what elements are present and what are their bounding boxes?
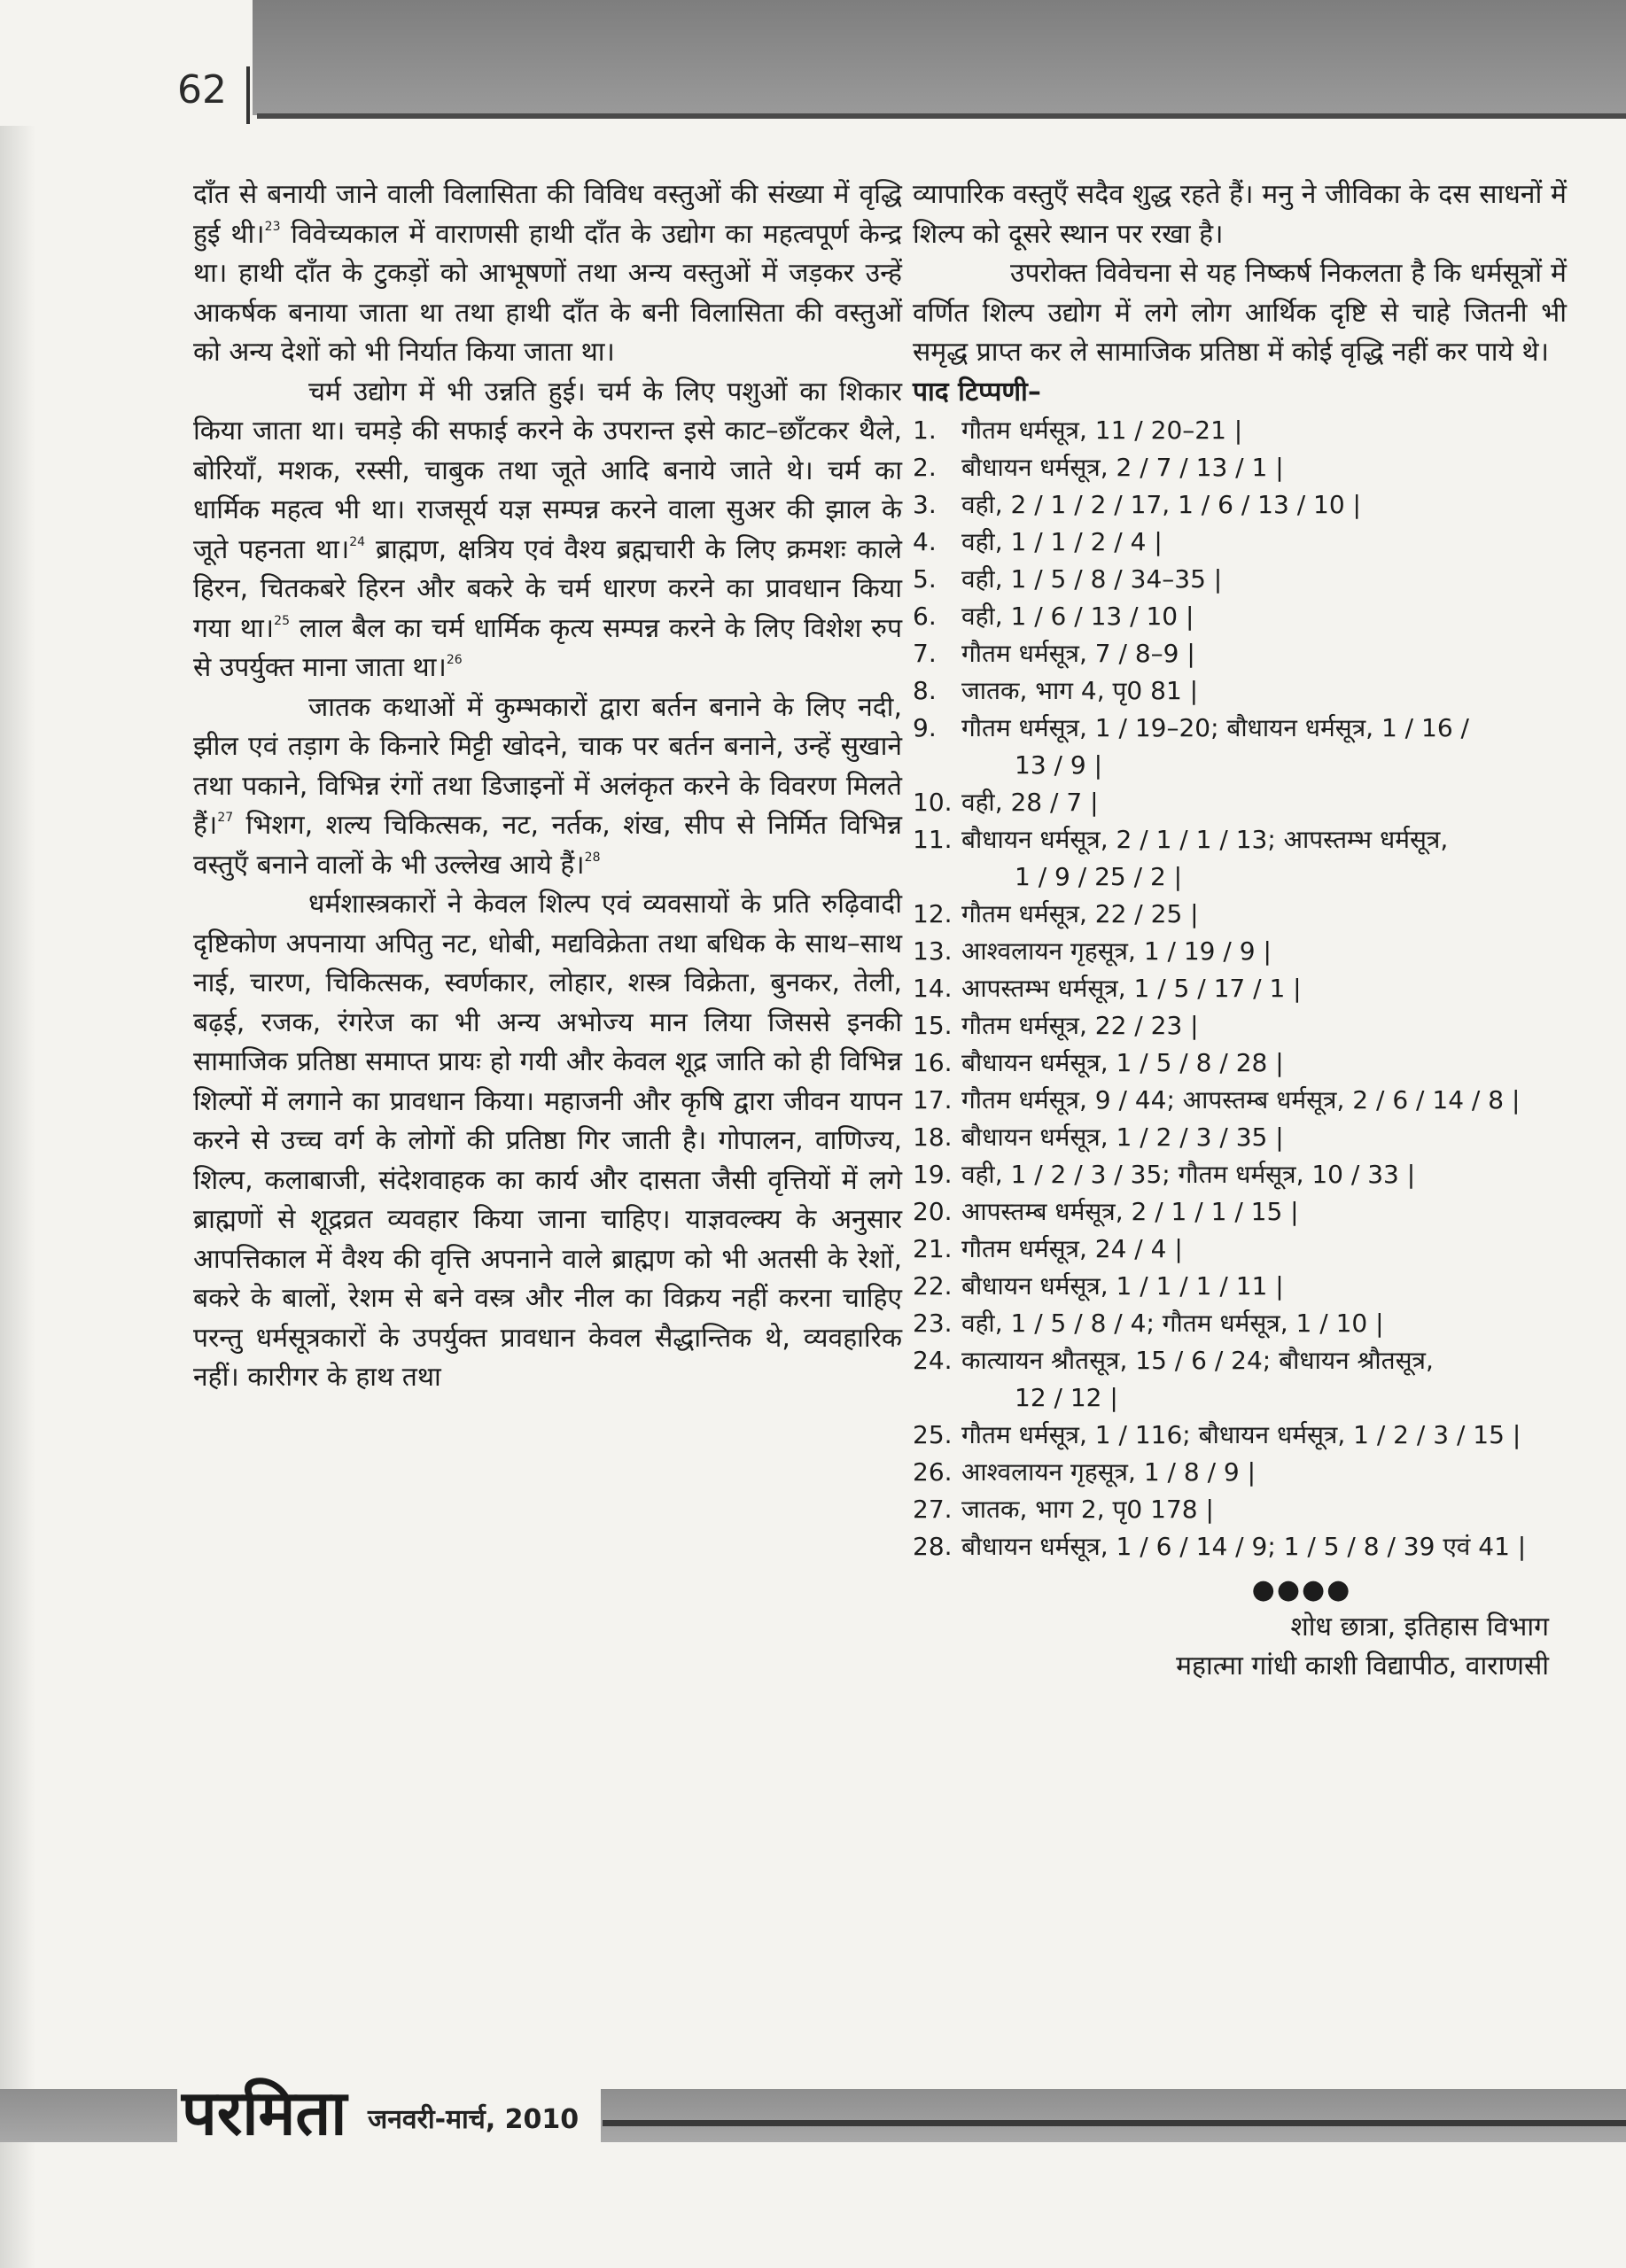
- footnote-item: 10. वही, 28 / 7 |: [913, 787, 1099, 817]
- footnote-item: 9. गौतम धर्मसूत्र, 1 / 19–20; बौधायन धर्मसूत्र, 1 / 16 / 13 / 9 |: [913, 712, 1469, 780]
- paragraph-ivory: दाँत से बनायी जाने वाली विलासिता की विविध वस्तुओं की संख्या में वृद्धि हुई थी।$^{23}$ विवेच्यकाल में वाराणसी हाथी दाँत के उद्योग का महत्वपूर्ण केन्द्र था। हाथी दाँत के टुकड़ों को आभूषणों तथा अन्य वस्तुओं में जड़कर उन्हें आकर्षक बनाया जाता था तथा हाथी दाँत के बनी विलासिता की वस्तुओं को अन्य देशों को भी निर्यात किया जाता था।: [193, 179, 902, 368]
- footnote-item: 22. बौधायन धर्मसूत्र, 1 / 1 / 1 / 11 |: [913, 1270, 1284, 1301]
- paragraph-pottery: जातक कथाओं में कुम्भकारों द्वारा बर्तन बनाने के लिए नदी, झील एवं तड़ाग के किनारे मिट्टी खोदने, चाक पर बर्तन बनाने, उन्हें सुखाने तथा पकाने, विभिन्न रंगों तथा डिजाइनों में अलंकृत करने के विवरण मिलते हैं।$^{27}$ भिशग, शल्य चिकित्सक, नट, नर्तक, शंख, सीप से निर्मित विभिन्न वस्तुएँ बनाने वालों के भी उल्लेख आये हैं।$^{28}$: [193, 691, 902, 881]
- author-affiliation-line2: महात्मा गांधी काशी विद्यापीठ, वाराणसी: [1176, 1650, 1549, 1682]
- footnote-ref: 27: [217, 811, 234, 825]
- footnote-item: 5. वही, 1 / 5 / 8 / 34–35 |: [913, 563, 1223, 594]
- header-tick: [246, 66, 250, 124]
- binding-edge: [0, 0, 35, 2268]
- paragraph-dharmashastra: धर्मशास्त्रकारों ने केवल शिल्प एवं व्यवसायों के प्रति रुढ़िवादी दृष्टिकोण अपनाया अपितु नट, धोबी, मद्यविक्रेता तथा बधिक के साथ–साथ नाई, चारण, चिकित्सक, स्वर्णकार, लोहार, शस्त्र विक्रेता, बुनकर, तेली, बढ़ई, रजक, रंगरेज का भी अन्य अभोज्य मान लिया जिससे इनकी सामाजिक प्रतिष्ठा समाप्त प्रायः हो गयी और केवल शूद्र जाति को ही विभिन्न शिल्पों में लगाने का प्रावधान किया। महाजनी और कृषि द्वारा जीवन यापन करने से उच्च वर्ग के लोगों की प्रतिष्ठा गिर जाती है। गोपालन, वाणिज्य, शिल्प, कलाबाजी, संदेशवाहक का कार्य और दासता जैसी वृत्तियों में लगे ब्राह्मणों से शूद्रव्रत व्यवहार किया जाना चाहिए। याज्ञवल्क्य के अनुसार आपत्तिकाल में वैश्य की वृत्ति अपनाने वाले ब्राह्मण को भी अतसी के रेशों, बकरे के बालों, रेशम से बने वस्त्र और नील का विक्रय नहीं करना चाहिए परन्तु धर्मसूत्रकारों के उपर्युक्त प्रावधान केवल सैद्धान्तिक थे, व्यवहारिक नहीं। कारीगर के हाथ तथा: [193, 889, 902, 1393]
- footnote-item: 2. बौधायन धर्मसूत्र, 2 / 7 / 13 / 1 |: [913, 452, 1284, 482]
- footnote-item: 11. बौधायन धर्मसूत्र, 2 / 1 / 1 / 13; आपस्तम्भ धर्मसूत्र, 1 / 9 / 25 / 2 |: [913, 824, 1449, 891]
- footnote-item: 26. आश्वलायन गृहसूत्र, 1 / 8 / 9 |: [913, 1456, 1256, 1487]
- footnote-ref: 24: [349, 534, 366, 549]
- footnote-item: 20. आपस्तम्ब धर्मसूत्र, 2 / 1 / 1 / 15 |: [913, 1196, 1299, 1226]
- footnote-item: 19. वही, 1 / 2 / 3 / 35; गौतम धर्मसूत्र, 10 / 33 |: [913, 1159, 1416, 1189]
- footnote-ref: 25: [274, 613, 290, 628]
- footnote-item: 8. जातक, भाग 4, पृ0 81 |: [913, 675, 1199, 705]
- footnote-item: 14. आपस्तम्भ धर्मसूत्र, 1 / 5 / 17 / 1 |: [913, 973, 1302, 1003]
- journal-logo: परमिता: [182, 2076, 347, 2149]
- footnotes-title: पाद टिप्पणी–: [913, 376, 1041, 408]
- author-affiliation-line1: शोध छात्रा, इतिहास विभाग: [1290, 1611, 1549, 1643]
- header-rule: [257, 113, 1626, 119]
- footnote-item: 21. गौतम धर्मसूत्र, 24 / 4 |: [913, 1233, 1183, 1263]
- footer-rule: [603, 2120, 1626, 2126]
- footnote-item: 18. बौधायन धर्मसूत्र, 1 / 2 / 3 / 35 |: [913, 1122, 1284, 1152]
- page-number: 62: [177, 67, 227, 113]
- footnote-item: 12. गौतम धर्मसूत्र, 22 / 25 |: [913, 898, 1199, 928]
- footnote-item: 16. बौधायन धर्मसूत्र, 1 / 5 / 8 / 28 |: [913, 1047, 1284, 1077]
- footnote-item: 7. गौतम धर्मसूत्र, 7 / 8–9 |: [913, 638, 1195, 668]
- paragraph-manu: व्यापारिक वस्तुएँ सदैव शुद्ध रहते हैं। मनु ने जीविका के दस साधनों में शिल्प को दूसरे स्थान पर रखा है।: [913, 179, 1567, 250]
- footnote-item: 4. वही, 1 / 1 / 2 / 4 |: [913, 526, 1163, 556]
- footnote-item: 28. बौधायन धर्मसूत्र, 1 / 6 / 14 / 9; 1 / 5 / 8 / 39 एवं 41 |: [913, 1531, 1527, 1561]
- issue-date: जनवरी-मार्च, 2010: [368, 2104, 580, 2135]
- footnote-item: 24. कात्यायन श्रौतसूत्र, 15 / 6 / 24; बौधायन श्रौतसूत्र, 12 / 12 |: [913, 1345, 1434, 1412]
- footnote-item: 23. वही, 1 / 5 / 8 / 4; गौतम धर्मसूत्र, 1 / 10 |: [913, 1308, 1384, 1338]
- paragraph-conclusion: उपरोक्त विवेचना से यह निष्कर्ष निकलता है कि धर्मसूत्रों में वर्णित शिल्प उद्योग में लगे लोग आर्थिक दृष्टि से चाहे जितनी भी समृद्ध प्राप्त कर ले सामाजिक प्रतिष्ठा में कोई वृद्धि नहीं कर पाये थे।: [913, 258, 1567, 368]
- left-column: [193, 175, 902, 1398]
- footnote-item: 15. गौतम धर्मसूत्र, 22 / 23 |: [913, 1010, 1199, 1040]
- footnote-item: 6. वही, 1 / 6 / 13 / 10 |: [913, 601, 1194, 631]
- separator-dots: ●●●●: [1251, 1573, 1352, 1605]
- footnote-item: 13. आश्वलायन गृहसूत्र, 1 / 19 / 9 |: [913, 936, 1272, 966]
- footnotes-list: [913, 412, 1567, 1565]
- right-column: [913, 175, 1567, 1686]
- footnote-ref: 26: [446, 653, 463, 667]
- footnote-item: 17. गौतम धर्मसूत्र, 9 / 44; आपस्तम्ब धर्मसूत्र, 2 / 6 / 14 / 8 |: [913, 1084, 1521, 1115]
- footnote-ref: 28: [584, 850, 601, 865]
- footnote-item: 3. वही, 2 / 1 / 2 / 17, 1 / 6 / 13 / 10 |: [913, 489, 1361, 519]
- paragraph-leather: चर्म उद्योग में भी उन्नति हुई। चर्म के लिए पशुओं का शिकार किया जाता था। चमड़े की सफाई करने के उपरान्त इसे काट–छाँटकर थैले, बोरियाँ, मशक, रस्सी, चाबुक तथा जूते आदि बनाये जाते थे। चर्म का धार्मिक महत्व भी था। राजसूर्य यज्ञ सम्पन्न करने वाला सुअर की झाल के जूते पहनता था।$^{24}$ ब्राह्मण, क्षत्रिय एवं वैश्य ब्रह्मचारी के लिए क्रमशः काले हिरन, चितकबरे हिरन और बकरे के चर्म धारण करने का प्रावधान किया गया था।$^{25}$ लाल बैल का चर्म धार्मिक कृत्य सम्पन्न करने के लिए विशेश रुप से उपर्युक्त माना जाता था।$^{26}$: [193, 376, 903, 683]
- footnote-ref: 23: [264, 219, 281, 234]
- footnote-item: 27. जातक, भाग 2, पृ0 178 |: [913, 1494, 1214, 1524]
- footnote-item: 1. गौतम धर्मसूत्र, 11 / 20–21 |: [913, 415, 1243, 445]
- footnote-item: 25. गौतम धर्मसूत्र, 1 / 116; बौधायन धर्मसूत्र, 1 / 2 / 3 / 15 |: [913, 1419, 1521, 1449]
